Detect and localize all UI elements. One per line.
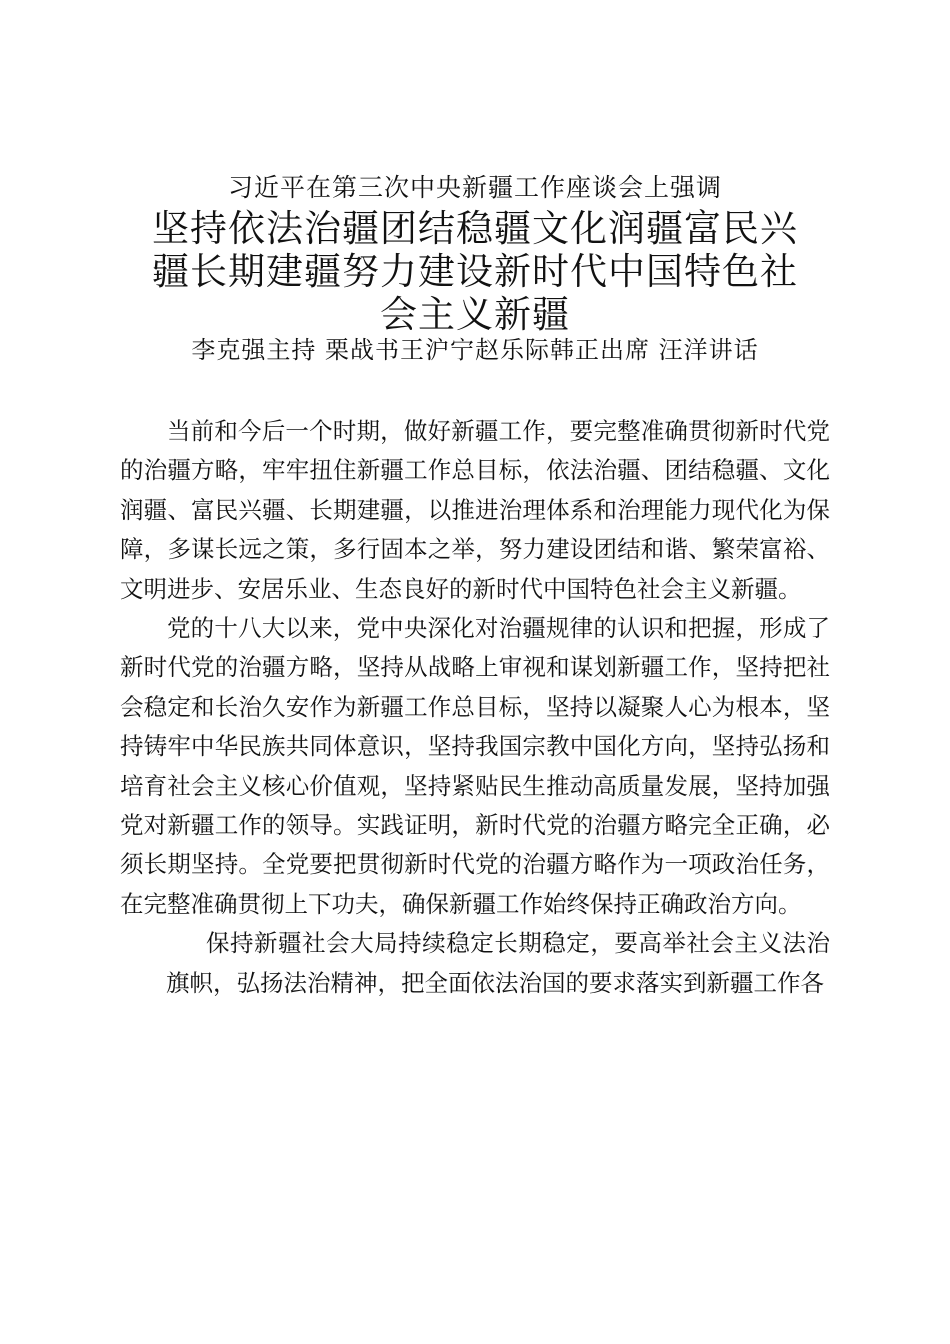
article-kicker: 习近平在第三次中央新疆工作座谈会上强调: [227, 173, 722, 202]
body-paragraph: 当前和今后一个时期，做好新疆工作，要完整准确贯彻新时代党的治疆方略，牢牢扭住新疆工作总目标，依法治疆、团结稳疆、文化润疆、富民兴疆、长期建疆，以推进治理体系和治理能力现代化为保障，多谋长远之策，多行固本之举，努力建设团结和谐、繁荣富裕、文明进步、安居乐业、生态良好的新时代中国特色社会主义新疆。: [120, 417, 830, 603]
body-paragraph: 党的十八大以来，党中央深化对治疆规律的认识和把握，形成了新时代党的治疆方略，坚持从战略上审视和谋划新疆工作，坚持把社会稳定和长治久安作为新疆工作总目标，坚持以凝聚人心为根本，坚持铸牢中华民族共同体意识，坚持我国宗教中国化方向，坚持弘扬和培育社会主义核心价值观，坚持紧贴民生推动高质量发展，坚持加强党对新疆工作的领导。实践证明，新时代党的治疆方略完全正确，必须长期坚持。全党要把贯彻新时代党的治疆方略作为一项政治任务，在完整准确贯彻上下功夫，确保新疆工作始终保持正确政治方向。: [120, 614, 830, 918]
article-headline: 坚持依法治疆团结稳疆文化润疆富民兴疆长期建疆努力建设新时代中国特色社会主义新疆: [152, 207, 798, 336]
article-subhead: 李克强主持 栗战书王沪宁赵乐际韩正出席 汪洋讲话: [191, 336, 759, 364]
article-body: [120, 412, 830, 1003]
body-paragraph: 保持新疆社会大局持续稳定长期稳定，要高举社会主义法治旗帜，弘扬法治精神，把全面依法治国的要求落实到新疆工作各: [166, 929, 830, 997]
